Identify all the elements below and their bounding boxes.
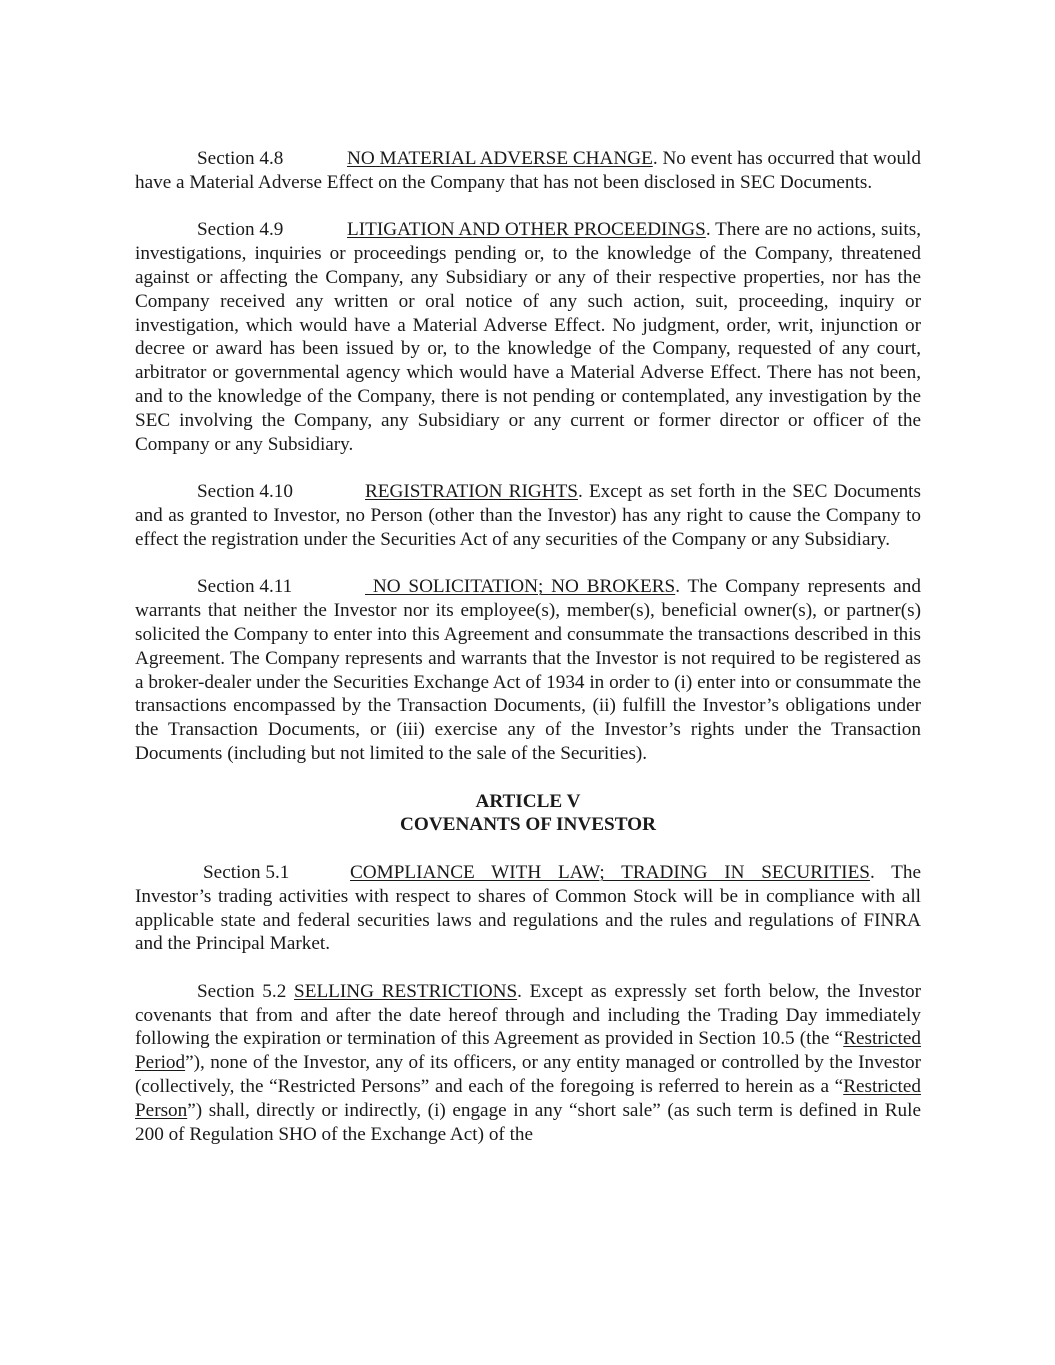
section-4-10 bbox=[135, 480, 921, 551]
document-page bbox=[135, 147, 921, 1170]
section-body: . Except as set forth in the SEC Documents and as granted to Investor, no Person (other than the Investor) has any right to cause the Company to effect the registration under the Securities Act of any securities of the Company or any Subsidiary. bbox=[135, 481, 921, 550]
section-body: . There are no actions, suits, investigations, inquiries or proceedings pending or, to the knowledge of the Company, threatened against or affecting the Company, any Subsidiary or any of their respective properties, nor has the Company received any written or oral notice of any such action, suit, proceeding, inquiry or investigation, which would have a Material Adverse Effect. No judgment, order, writ, injunction or decree or award has been issued by or, to the knowledge of the Company, requested of any court, arbitrator or governmental agency which would have a Material Adverse Effect. There has not been, and to the knowledge of the Company, there is not pending or contemplated, any investigation by the SEC involving the Company, any Subsidiary or any current or former director or officer of the Company or any Subsidiary. bbox=[135, 219, 921, 455]
section-label: Section 4.10 bbox=[197, 481, 293, 503]
defined-term-restricted-person: Restricted Person bbox=[135, 1076, 921, 1121]
section-body: . No event has occurred that would have a Material Adverse Effect on the Company that has not been disclosed in SEC Documents. bbox=[135, 148, 921, 193]
section-body: . The Investor’s trading activities with respect to shares of Common Stock will be in compliance with all applicable state and federal securities laws and regulations and the rules and regulations of FINRA and the Principal Market. bbox=[135, 861, 922, 955]
section-label: Section 5.2 bbox=[197, 980, 287, 1002]
section-title: LITIGATION AND OTHER PROCEEDINGS bbox=[347, 219, 706, 241]
section-body: . The Company represents and warrants that neither the Investor nor its employee(s), member(s), beneficial owner(s), or partner(s) solicited the Company to enter into this Agreement and consummate the transactions described in this Agreement. The Company represents and warrants that the Investor is not required to be registered as a broker-dealer under the Securities Exchange Act of 1934 in order to (i) enter into or consummate the transactions encompassed by the Transaction Documents, (ii) fulfill the Investor’s obligations under the Transaction Documents, or (iii) exercise any of the Investor’s rights under the Transaction Documents (including but not limited to the sale of the Securities). bbox=[135, 576, 921, 764]
section-label: Section 4.11 bbox=[197, 576, 293, 598]
article-title: COVENANTS OF INVESTOR bbox=[400, 814, 656, 836]
section-label: Section 4.9 bbox=[197, 219, 284, 241]
section-title: NO SOLICITATION; NO BROKERS bbox=[365, 576, 676, 598]
section-title: NO MATERIAL ADVERSE CHANGE bbox=[347, 148, 653, 169]
section-4-8 bbox=[135, 147, 921, 195]
section-4-9 bbox=[135, 218, 921, 456]
section-title: SELLING RESTRICTIONS bbox=[294, 980, 518, 1002]
section-body: ”), none of the Investor, any of its officers, or any entity managed or controlled by the Investor (collectively, the “Restricted Persons” and each of the foregoing is referred to herein as a “ bbox=[135, 1052, 921, 1098]
section-body: ”) shall, directly or indirectly, (i) engage in any “short sale” (as such term is defined in Rule 200 of Regulation SHO of the Exchange Act) of the bbox=[135, 1099, 921, 1145]
section-5-1 bbox=[135, 861, 921, 956]
section-label: Section 4.8 bbox=[197, 148, 284, 169]
section-title: COMPLIANCE WITH LAW; TRADING IN SECURITIES bbox=[350, 861, 870, 883]
section-5-2 bbox=[135, 980, 921, 1147]
section-4-11 bbox=[135, 575, 921, 765]
section-title: REGISTRATION RIGHTS bbox=[365, 481, 578, 503]
article-heading bbox=[135, 790, 921, 838]
article-number: ARTICLE V bbox=[475, 790, 581, 812]
defined-term-restricted-period: Restricted Period bbox=[135, 1028, 921, 1074]
section-label: Section 5.1 bbox=[203, 861, 290, 883]
section-body: . Except as expressly set forth below, the Investor covenants that from and after the date hereof through and including the Trading Day immediately following the expiration or termination of this Agreement as provided in Section 10.5 (the “ bbox=[135, 980, 922, 1050]
